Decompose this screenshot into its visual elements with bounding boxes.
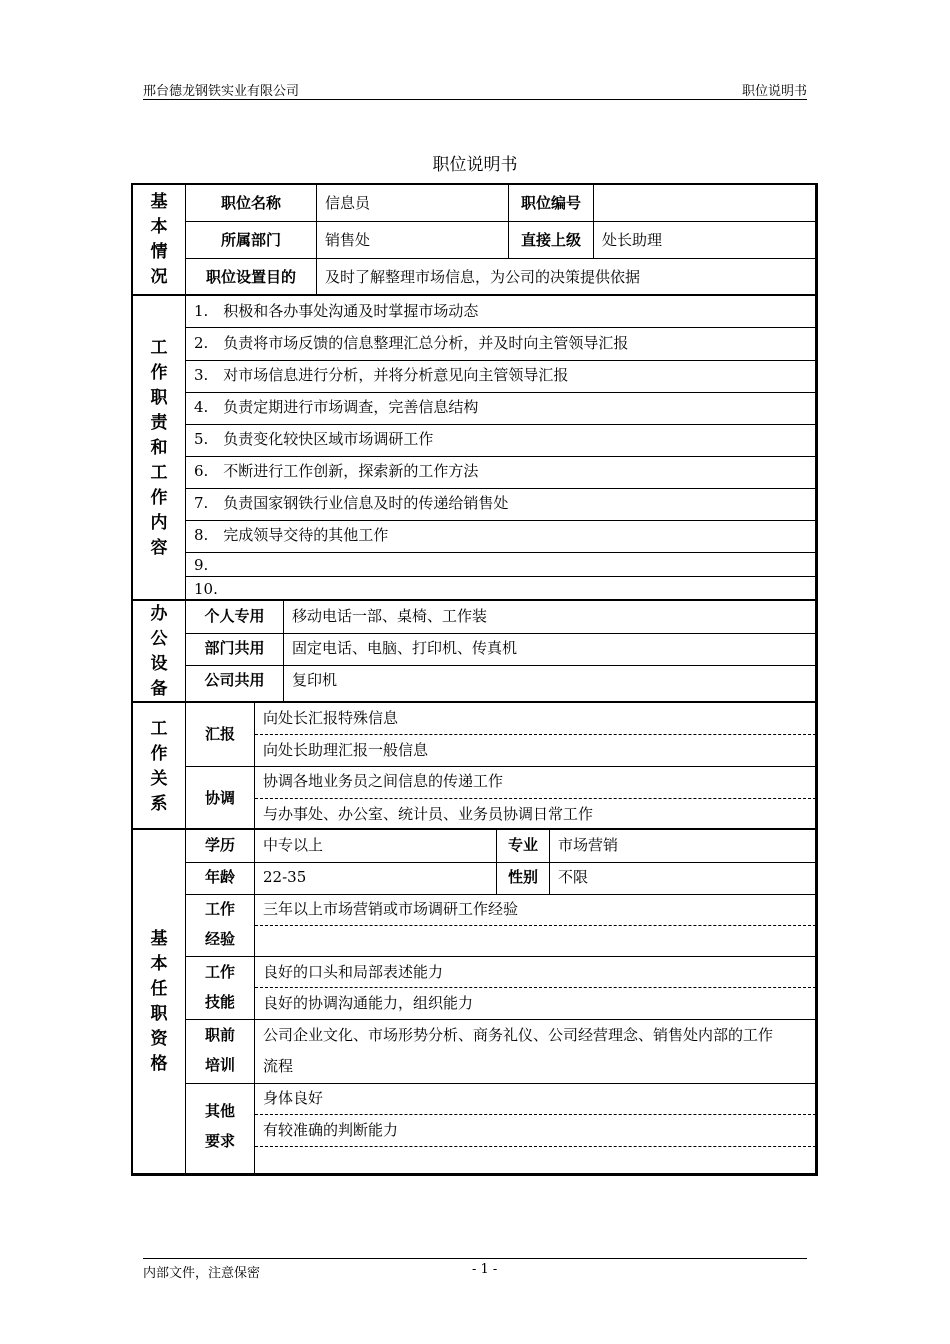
equipment-value-company: 复印机	[292, 671, 338, 689]
gender-label: 性别	[507, 868, 538, 886]
job-description-form	[131, 183, 818, 1176]
duty-item: 10.	[194, 580, 218, 598]
header-divider	[143, 99, 807, 100]
department-value: 销售处	[325, 231, 371, 249]
relations-section-label: 工 作 关 系	[150, 718, 168, 814]
equipment-value-department: 固定电话、电脑、打印机、传真机	[292, 639, 518, 657]
equipment-section-label: 办 公 设 备	[150, 604, 168, 699]
equipment-label-personal: 个人专用	[204, 607, 265, 625]
page-number: - 1 -	[472, 1262, 498, 1277]
training-item: 公司企业文化、市场形势分析、商务礼仪、公司经营理念、销售处内部的工作	[263, 1026, 774, 1044]
purpose-label: 职位设置目的	[205, 268, 296, 286]
other-requirements-label: 其他 要求	[204, 1102, 235, 1150]
duty-item: 2. 负责将市场反馈的信息整理汇总分析，并及时向主管领导汇报	[194, 334, 629, 352]
superior-label: 直接上级	[520, 231, 581, 249]
position-code-label: 职位编号	[520, 194, 581, 212]
position-code-value	[594, 188, 814, 221]
coord-label: 协调	[204, 789, 235, 807]
duty-item: 5. 负责变化较快区域市场调研工作	[194, 430, 434, 448]
purpose-value: 及时了解整理市场信息，为公司的决策提供依据	[325, 268, 641, 286]
duty-item: 8. 完成领导交待的其他工作	[194, 526, 389, 544]
training-label: 职前 培训	[204, 1026, 235, 1074]
other-requirement-item	[255, 1147, 814, 1173]
duties-section-label: 工 作 职 责 和 工 作 内 容	[150, 338, 168, 558]
equipment-value-personal: 移动电话一部、桌椅、工作装	[292, 607, 488, 625]
age-value: 22-35	[263, 868, 307, 886]
duty-item: 7. 负责国家钢铁行业信息及时的传递给销售处	[194, 494, 509, 512]
duty-item: 3. 对市场信息进行分析，并将分析意见向主管领导汇报	[194, 366, 569, 384]
page-header	[143, 80, 807, 100]
skills-item: 良好的口头和局部表述能力	[263, 963, 444, 981]
footer-divider	[143, 1258, 807, 1259]
report-item: 向处长助理汇报一般信息	[263, 741, 429, 759]
company-name: 邢台德龙钢铁实业有限公司	[143, 84, 300, 99]
gender-value: 不限	[558, 868, 589, 886]
footer-note: 内部文件，注意保密	[143, 1266, 261, 1281]
education-label: 学历	[204, 836, 235, 854]
experience-item: 三年以上市场营销或市场调研工作经验	[263, 900, 519, 918]
major-value: 市场营销	[558, 836, 619, 854]
major-label: 专业	[507, 836, 538, 854]
skills-label: 工作 技能	[204, 963, 235, 1011]
experience-item	[255, 926, 814, 956]
training-item: 流程	[263, 1057, 294, 1075]
header-doc-name: 职位说明书	[741, 84, 807, 99]
duty-item: 4. 负责定期进行市场调查，完善信息结构	[194, 398, 479, 416]
skills-item: 良好的协调沟通能力，组织能力	[263, 994, 474, 1012]
other-requirement-item: 身体良好	[263, 1089, 324, 1107]
qualifications-section-label: 基 本 任 职 资 格	[150, 928, 168, 1074]
coord-item: 协调各地业务员之间信息的传递工作	[263, 772, 504, 790]
duty-item: 9.	[194, 556, 209, 574]
education-value: 中专以上	[263, 836, 324, 854]
duty-item: 6. 不断进行工作创新，探索新的工作方法	[194, 462, 479, 480]
coord-item: 与办事处、办公室、统计员、业务员协调日常工作	[263, 805, 594, 823]
equipment-label-company: 公司共用	[204, 671, 265, 689]
experience-label: 工作 经验	[204, 900, 235, 948]
position-name-label: 职位名称	[220, 194, 281, 212]
duty-item: 1. 积极和各办事处沟通及时掌握市场动态	[194, 302, 479, 320]
page-title: 职位说明书	[432, 155, 518, 175]
superior-value: 处长助理	[602, 231, 663, 249]
position-name-value: 信息员	[325, 194, 371, 212]
other-requirement-item: 有较准确的判断能力	[263, 1121, 399, 1139]
basic-section-label: 基 本 情 况	[150, 191, 168, 287]
equipment-label-department: 部门共用	[204, 639, 265, 657]
age-label: 年龄	[204, 868, 235, 886]
report-label: 汇报	[204, 725, 235, 743]
department-label: 所属部门	[220, 231, 281, 249]
report-item: 向处长汇报特殊信息	[263, 709, 399, 727]
